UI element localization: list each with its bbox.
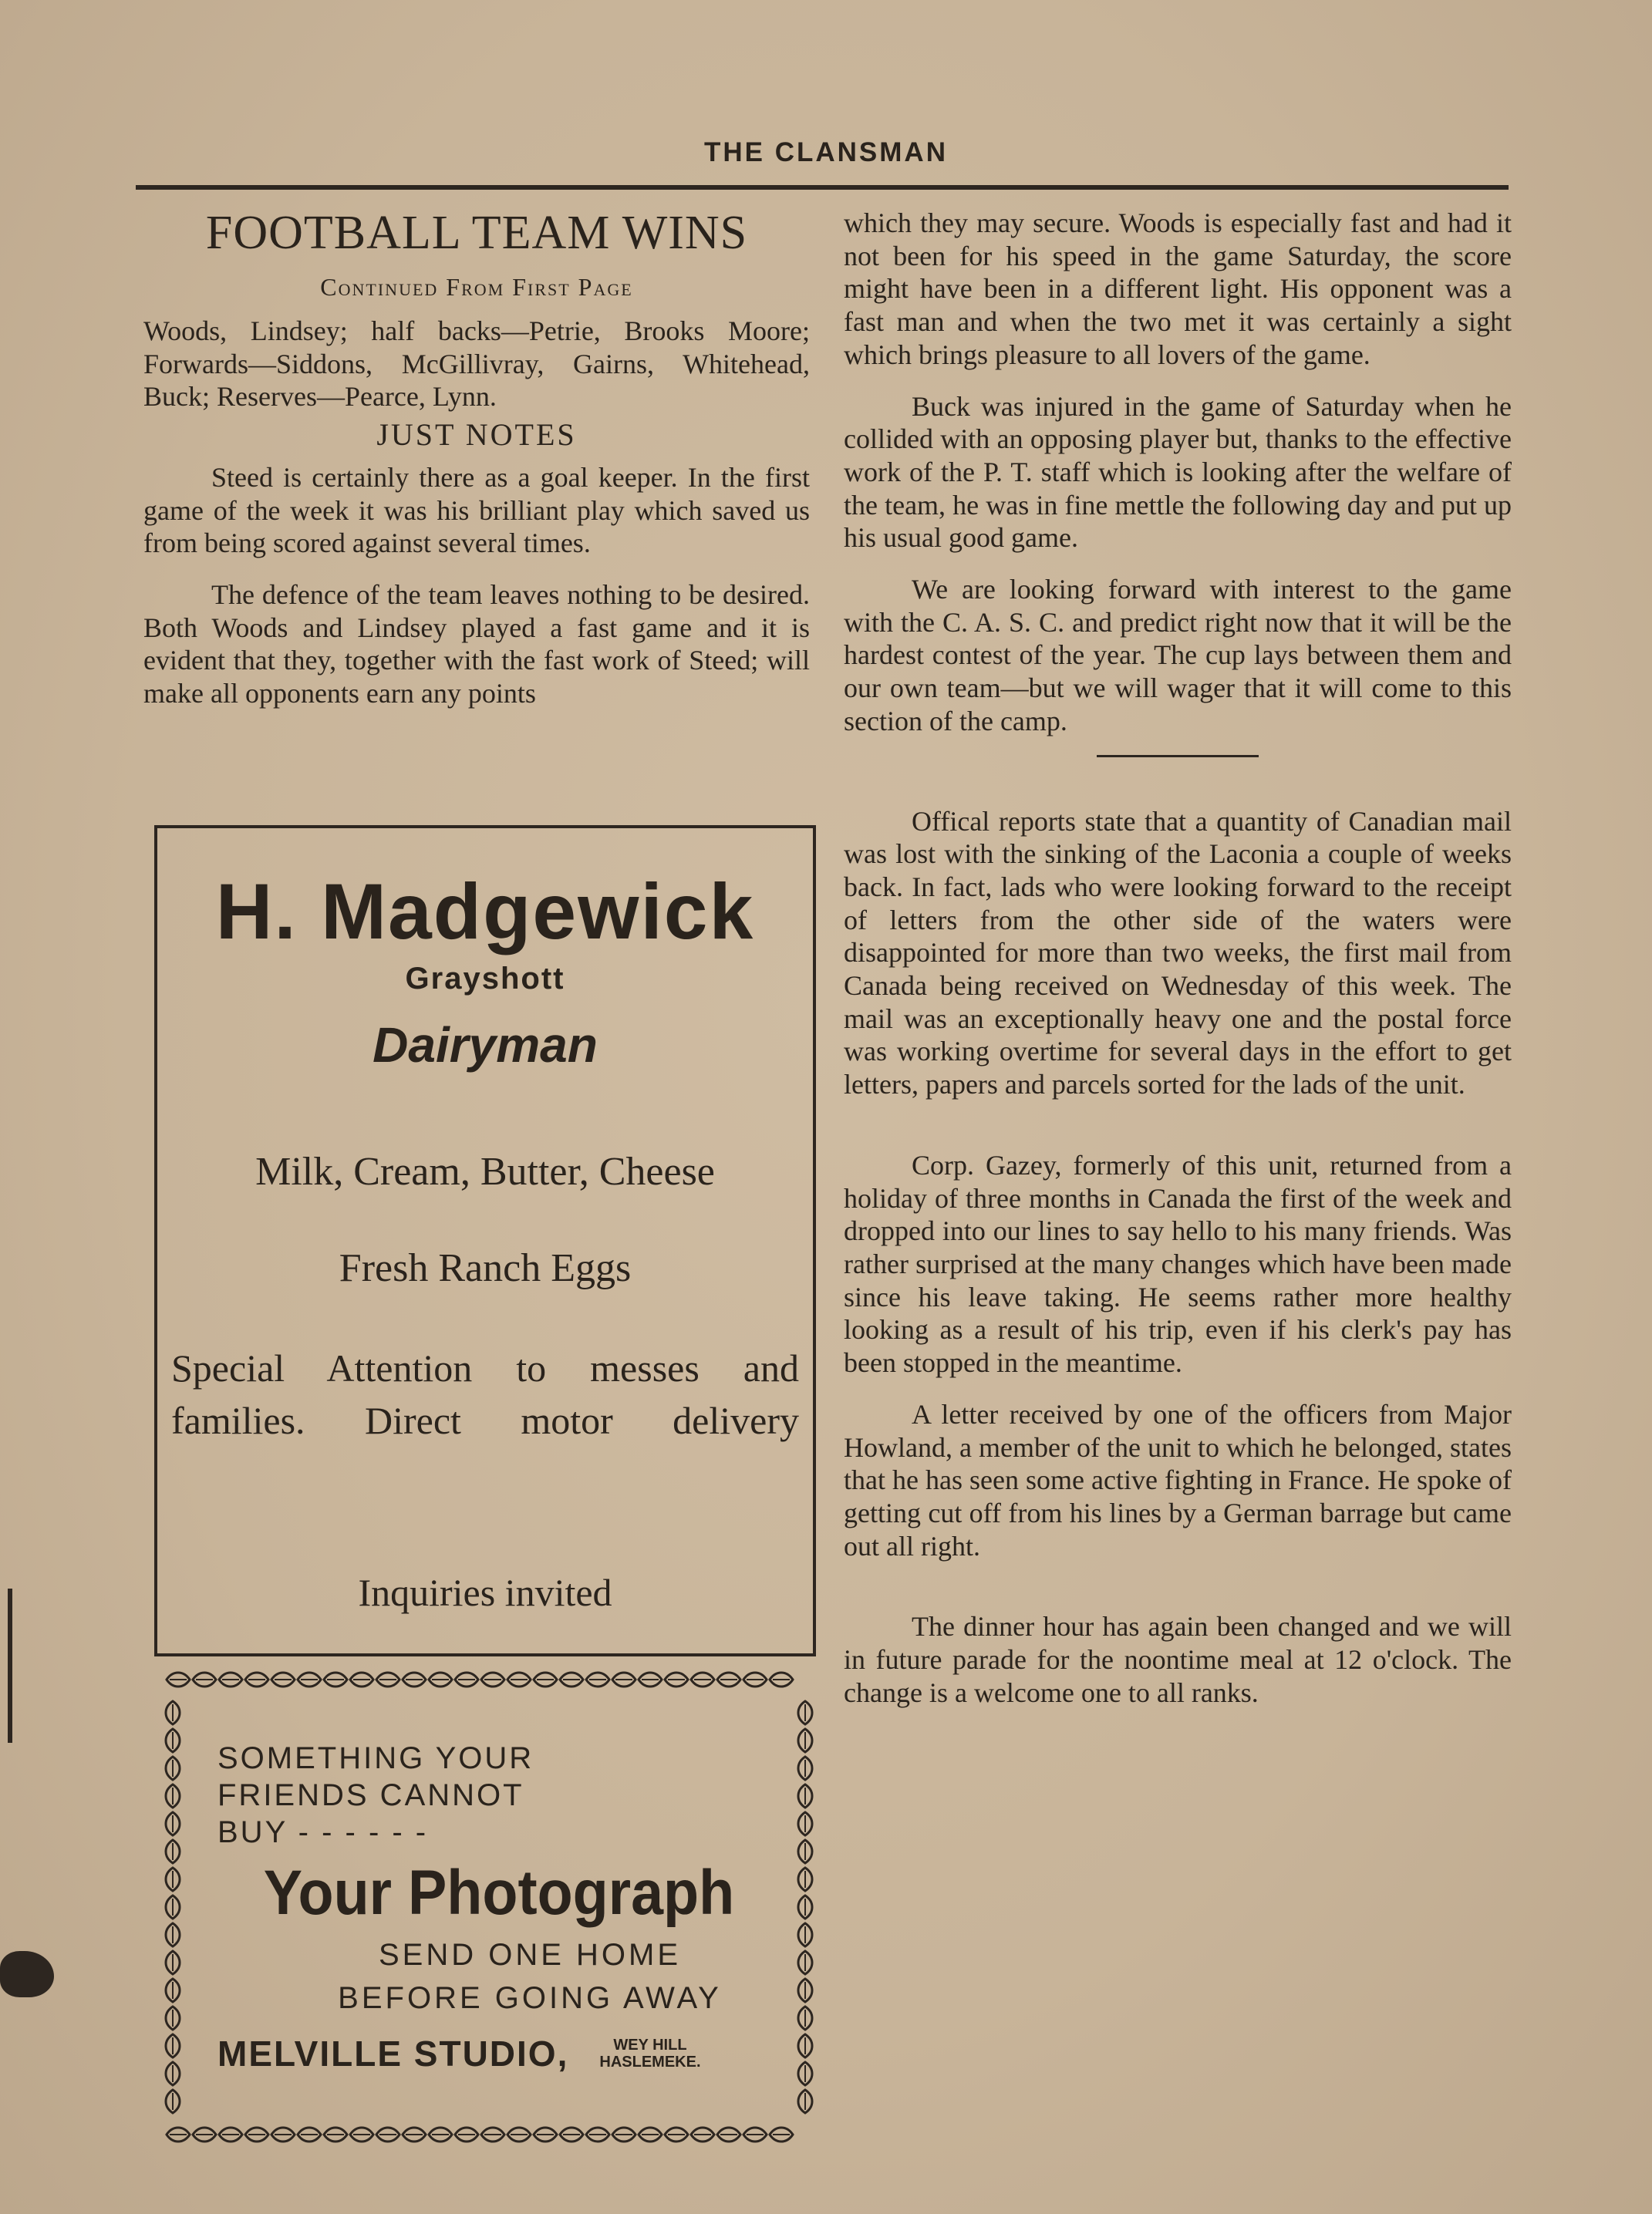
border-leaf-ornament — [534, 2128, 557, 2142]
border-leaf-ornament — [324, 2128, 347, 2142]
border-leaf-ornament — [612, 1673, 636, 1687]
border-leaf-ornament — [166, 1757, 180, 1780]
buck-paragraph: Buck was injured in the game of Saturday when he collided with an opposing player but, thanks to the effective work of the P. T. staff which is looking after the welfare of the team, he was in fine mettle the following day and put up his usual good game. — [844, 390, 1512, 554]
border-leaf-ornament — [770, 2128, 793, 2142]
defence-paragraph: The defence of the team leaves nothing to be desired. Both Woods and Lindsey played a fast game and it is evident that they, together with the fast work of Steed; will make all opponents earn any points — [143, 579, 810, 709]
article-headline: FOOTBALL TEAM WINS — [205, 207, 748, 259]
section-divider — [1097, 755, 1259, 757]
border-leaf-ornament — [798, 1812, 812, 1835]
border-leaf-ornament — [770, 1673, 793, 1687]
border-leaf-ornament — [560, 2128, 583, 2142]
border-leaf-ornament — [219, 1673, 242, 1687]
ad-dairy-trade: Dairyman — [373, 1017, 598, 1073]
ad-dairy-name: H. Madgewick — [215, 868, 755, 955]
border-leaf-ornament — [798, 2062, 812, 2085]
ad-photo-line1: SOMETHING YOUR — [217, 1741, 534, 1775]
football-continuation: which they may secure. Woods is especially fast and had it not been for his speed in the game Saturday, the score might have been in a different light. His opponent was a fast man and when the two met it was certainly a sight which brings pleasure to all lovers of the game. — [844, 207, 1512, 370]
border-leaf-ornament — [481, 2128, 504, 2142]
border-leaf-ornament — [166, 2034, 180, 2057]
border-leaf-ornament — [166, 2007, 180, 2030]
ad-dairy-eggs: Fresh Ranch Eggs — [339, 1246, 632, 1290]
border-leaf-ornament — [560, 1673, 583, 1687]
ad-photo-send1: SEND ONE HOME — [378, 1938, 682, 1972]
border-leaf-ornament — [166, 1896, 180, 1919]
border-leaf-ornament — [245, 1673, 268, 1687]
continued-note: Continued From First Page — [320, 273, 633, 302]
border-leaf-ornament — [691, 1673, 714, 1687]
mail-paragraph: Offical reports state that a quantity of Canadian mail was lost with the sinking of the Laconia a couple of weeks back. In fact, lads who were looking forward to the receipt of letters from the other side of the waters were disappointed for more than two weeks, the first mail from Canada being received on Wednesday of this week. The mail was an exceptionally heavy one and the postal force was working overtime for several days in the effort to get letters, papers and parcels sorted for the lads of the unit. — [844, 805, 1512, 1100]
border-leaf-ornament — [507, 2128, 531, 2142]
border-leaf-ornament — [691, 2128, 714, 2142]
border-leaf-ornament — [586, 1673, 609, 1687]
border-leaf-ornament — [166, 1923, 180, 1946]
border-leaf-ornament — [350, 1673, 373, 1687]
left-column — [143, 208, 810, 710]
border-leaf-ornament — [798, 1951, 812, 1974]
border-leaf-ornament — [166, 2090, 180, 2113]
border-leaf-ornament — [798, 1979, 812, 2002]
border-leaf-ornament — [798, 2007, 812, 2030]
border-leaf-ornament — [455, 2128, 478, 2142]
border-leaf-ornament — [798, 1868, 812, 1891]
border-leaf-ornament — [743, 2128, 767, 2142]
cup-paragraph: We are looking forward with interest to the game with the C. A. S. C. and predict right now that it will be the hardest contest of the year. The cup lays between them and our own team—but we will wager that it will come to this section of the camp. — [844, 574, 1512, 736]
border-leaf-ornament — [507, 1673, 531, 1687]
border-leaf-ornament — [798, 1701, 812, 1724]
ad-photo-line2: FRIENDS CANNOT — [217, 1778, 524, 1812]
border-leaf-ornament — [271, 2128, 295, 2142]
border-leaf-ornament — [429, 1673, 452, 1687]
border-leaf-ornament — [166, 1729, 180, 1752]
border-leaf-ornament — [717, 2128, 740, 2142]
ad-photo-address-line2: HASLEMEKE. — [599, 2054, 701, 2071]
right-column — [844, 207, 1512, 1709]
ad-photo-address — [599, 2037, 700, 2071]
border-leaf-ornament — [455, 1673, 478, 1687]
border-leaf-ornament — [798, 1757, 812, 1780]
border-leaf-ornament — [166, 1868, 180, 1891]
border-leaf-ornament — [798, 1923, 812, 1946]
border-leaf-ornament — [798, 1784, 812, 1808]
border-leaf-ornament — [665, 2128, 688, 2142]
photograph-advertisement — [159, 1663, 824, 2156]
border-leaf-ornament — [193, 2128, 216, 2142]
border-leaf-ornament — [798, 2090, 812, 2113]
border-leaf-ornament — [298, 2128, 321, 2142]
header-rule — [136, 185, 1509, 190]
border-leaf-ornament — [166, 1701, 180, 1724]
border-leaf-ornament — [481, 1673, 504, 1687]
border-leaf-ornament — [376, 1673, 400, 1687]
border-leaf-ornament — [798, 2034, 812, 2057]
border-leaf-ornament — [166, 1951, 180, 1974]
border-leaf-ornament — [429, 2128, 452, 2142]
just-notes-subhead: JUST NOTES — [376, 416, 577, 452]
border-leaf-ornament — [639, 1673, 662, 1687]
ad-dairy-town: Grayshott — [405, 962, 565, 996]
newspaper-masthead: THE CLANSMAN — [704, 137, 948, 167]
border-leaf-ornament — [798, 1896, 812, 1919]
border-leaf-ornament — [350, 2128, 373, 2142]
border-leaf-ornament — [166, 2062, 180, 2085]
border-leaf-ornament — [245, 2128, 268, 2142]
binding-mark — [8, 1589, 12, 1743]
border-leaf-ornament — [167, 2128, 190, 2142]
border-leaf-ornament — [717, 1673, 740, 1687]
ad-photo-send2: BEFORE GOING AWAY — [338, 1981, 722, 2015]
border-leaf-ornament — [219, 2128, 242, 2142]
border-leaf-ornament — [665, 1673, 688, 1687]
border-leaf-ornament — [376, 2128, 400, 2142]
howland-paragraph: A letter received by one of the officers from Major Howland, a member of the unit to which he belonged, states that he has seen some active fighting in France. He spoke of getting cut off from his lines by a German barrage but came out all right. — [844, 1398, 1512, 1562]
border-leaf-ornament — [166, 1840, 180, 1863]
border-leaf-ornament — [166, 1812, 180, 1835]
border-leaf-ornament — [324, 1673, 347, 1687]
border-leaf-ornament — [403, 1673, 426, 1687]
dairyman-advertisement — [154, 825, 816, 1656]
ad-dairy-special: Special Attention to messes and families. Direct motor delivery — [171, 1346, 799, 1442]
dinner-paragraph: The dinner hour has again been changed and we will in future parade for the noontime meal at 12 o'clock. The change is a welcome one to all ranks. — [844, 1611, 1512, 1708]
border-leaf-ornament — [193, 1673, 216, 1687]
lineup-paragraph: Woods, Lindsey; half backs—Petrie, Brooks Moore; Forwards—Siddons, McGillivray, Gairns, Whitehead, Buck; Reserves—Pearce, Lynn. — [143, 315, 810, 413]
ad-dairy-inquiries: Inquiries invited — [358, 1571, 612, 1614]
border-leaf-ornament — [403, 2128, 426, 2142]
border-leaf-ornament — [743, 1673, 767, 1687]
border-leaf-ornament — [298, 1673, 321, 1687]
ad-photo-line3: BUY - - - - - - — [217, 1815, 429, 1849]
border-leaf-ornament — [798, 1729, 812, 1752]
border-leaf-ornament — [798, 1840, 812, 1863]
border-leaf-ornament — [586, 2128, 609, 2142]
border-leaf-ornament — [166, 1979, 180, 2002]
ad-photo-studio: MELVILLE STUDIO, — [217, 2034, 569, 2074]
ad-photo-address-line1: WEY HILL — [613, 2037, 687, 2054]
border-leaf-ornament — [534, 1673, 557, 1687]
ad-photo-headline: Your Photograph — [263, 1858, 735, 1928]
steed-paragraph: Steed is certainly there as a goal keeper. In the first game of the week it was his brilliant play which saved us from being scored against several times. — [143, 461, 810, 559]
ad-dairy-products: Milk, Cream, Butter, Cheese — [255, 1150, 715, 1194]
gazey-paragraph: Corp. Gazey, formerly of this unit, returned from a holiday of three months in Canada the first of the week and dropped into our lines to say hello to his many friends. Was rather surprised at the many changes which have been made since his leave taking. He seems rather more healthy looking as a result of his trip, even if his clerk's pay has been stopped in the meantime. — [844, 1149, 1512, 1379]
border-leaf-ornament — [612, 2128, 636, 2142]
border-leaf-ornament — [167, 1673, 190, 1687]
border-leaf-ornament — [166, 1784, 180, 1808]
border-leaf-ornament — [639, 2128, 662, 2142]
border-leaf-ornament — [271, 1673, 295, 1687]
